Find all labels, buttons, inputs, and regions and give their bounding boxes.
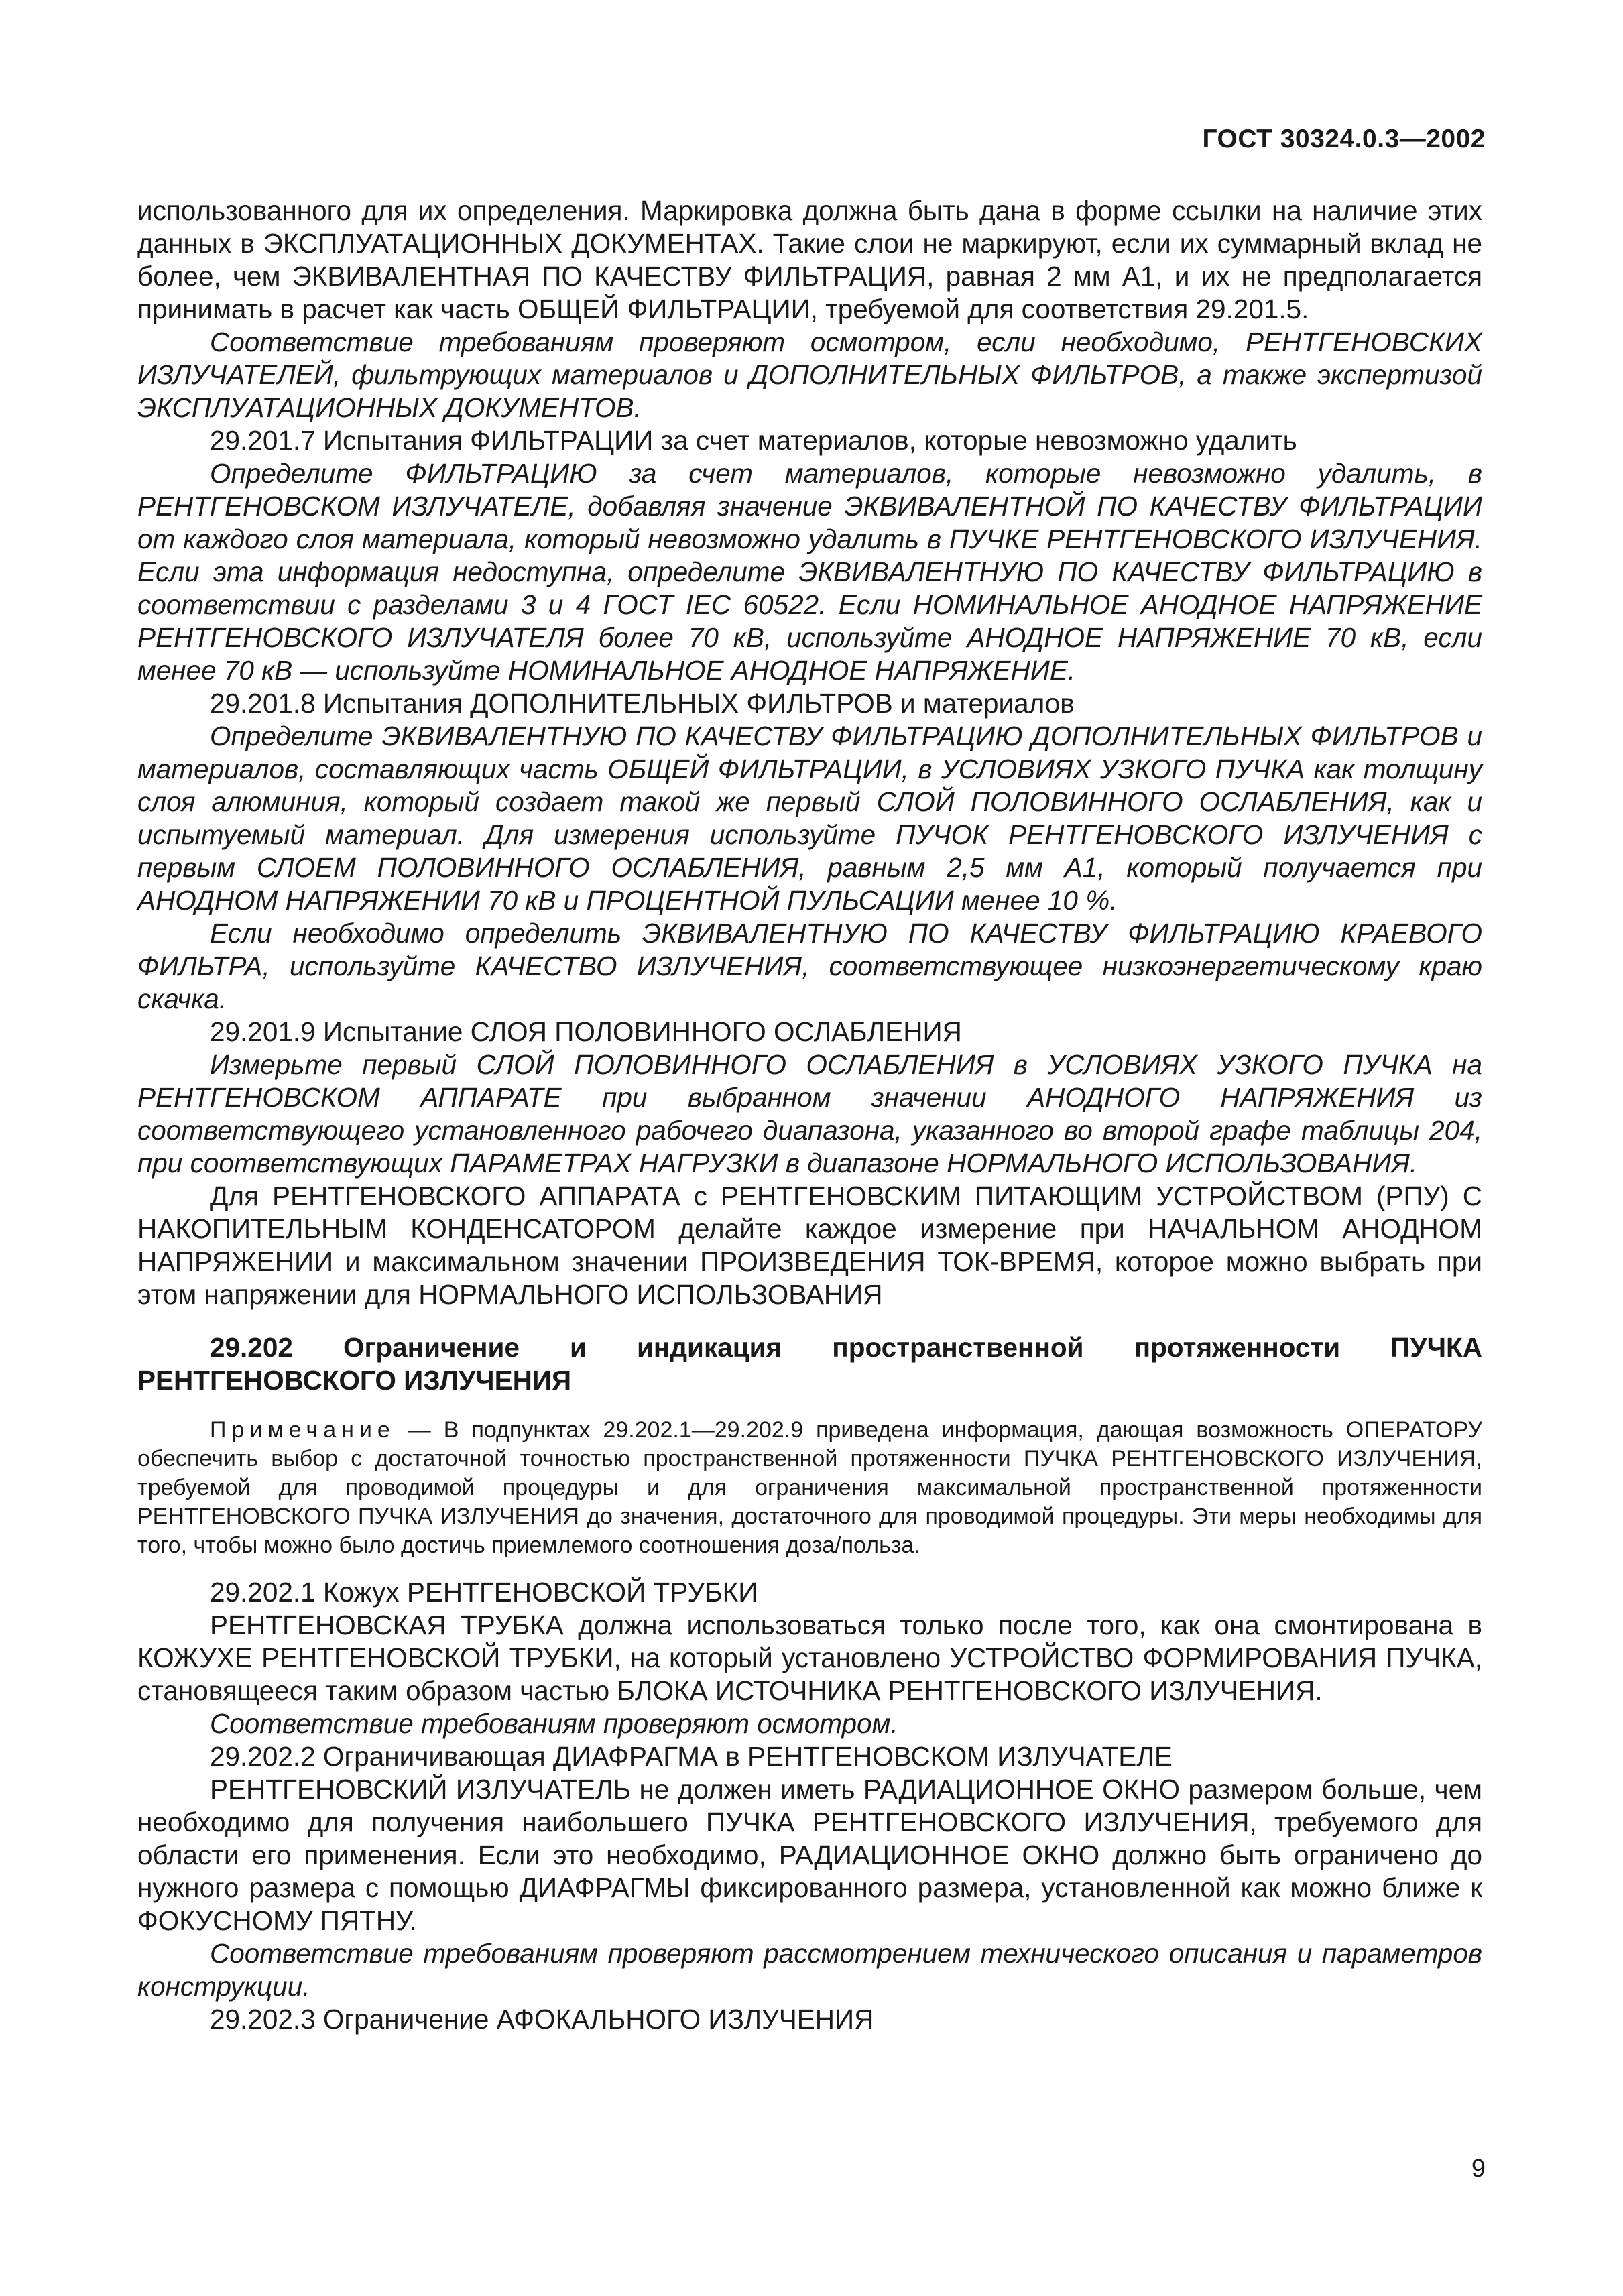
- paragraph: РЕНТГЕНОВСКАЯ ТРУБКА должна использоваться только после того, как она смонтирована в КОЖУХЕ РЕНТГЕНОВСКОЙ ТРУБКИ, на который установлено УСТРОЙСТВО ФОРМИРОВАНИЯ ПУЧКА, становящееся таким образом частью БЛОКА ИСТОЧНИКА РЕНТГЕНОВСКОГО ИЗЛУЧЕНИЯ.: [137, 1610, 1482, 1706]
- subclause-heading: 29.201.9 Испытание СЛОЯ ПОЛОВИННОГО ОСЛАБЛЕНИЯ: [210, 1016, 962, 1047]
- subclause-heading: 29.202.3 Ограничение АФОКАЛЬНОГО ИЗЛУЧЕНИЯ: [210, 2004, 874, 2035]
- subclause-heading: 29.202.2 Ограничивающая ДИАФРАГМА в РЕНТГЕНОВСКОМ ИЗЛУЧАТЕЛЕ: [210, 1741, 1173, 1772]
- test-procedure: Определите ФИЛЬТРАЦИЮ за счет материалов, которые невозможно удалить, в РЕНТГЕНОВСКОМ ИЗЛУЧАТЕЛЕ, добавляя значение ЭКВИВАЛЕНТНОЙ ПО КАЧЕСТВУ ФИЛЬТРАЦИИ от каждого слоя материала, который невозможно удалить в ПУЧКЕ РЕНТГЕНОВСКОГО ИЗЛУЧЕНИЯ. Если эта информация недоступна, определите ЭКВИВАЛЕНТНУЮ ПО КАЧЕСТВУ ФИЛЬТРАЦИЮ в соответствии с разделами 3 и 4 ГОСТ IEC 60522. Если НОМИНАЛЬНОЕ АНОДНОЕ НАПРЯЖЕНИЕ РЕНТГЕНОВСКОГО ИЗЛУЧАТЕЛЯ более 70 кВ, используйте АНОДНОЕ НАПРЯЖЕНИЕ 70 кВ, если менее 70 кВ — используйте НОМИНАЛЬНОЕ АНОДНОЕ НАПРЯЖЕНИЕ.: [137, 458, 1482, 686]
- compliance-note: Соответствие требованиям проверяют рассмотрением технического описания и параметров конструкции.: [137, 1938, 1482, 2002]
- paragraph: Для РЕНТГЕНОВСКОГО АППАРАТА с РЕНТГЕНОВСКИМ ПИТАЮЩИМ УСТРОЙСТВОМ (РПУ) С НАКОПИТЕЛЬНЫМ КОНДЕНСАТОРОМ делайте каждое измерение при НАЧАЛЬНОМ АНОДНОМ НАПРЯЖЕНИИ и максимальном значении ПРОИЗВЕДЕНИЯ ТОК-ВРЕМЯ, которое можно выбрать при этом напряжении для НОРМАЛЬНОГО ИСПОЛЬЗОВАНИЯ: [137, 1181, 1482, 1310]
- subclause-heading: 29.202.1 Кожух РЕНТГЕНОВСКОЙ ТРУБКИ: [210, 1577, 758, 1608]
- note-paragraph: [137, 1416, 1482, 1560]
- compliance-note: Соответствие требованиям проверяют осмотром.: [210, 1708, 898, 1739]
- paragraph: использованного для их определения. Маркировка должна быть дана в форме ссылки на наличие этих данных в ЭКСПЛУАТАЦИОННЫХ ДОКУМЕНТАХ. Такие слои не маркируют, если их суммарный вклад не более, чем ЭКВИВАЛЕНТНАЯ ПО КАЧЕСТВУ ФИЛЬТРАЦИЯ, равная 2 мм А1, и их не предполагается принимать в расчет как часть ОБЩЕЙ ФИЛЬТРАЦИИ, требуемой для соответствия 29.201.5.: [137, 195, 1482, 324]
- test-procedure: Определите ЭКВИВАЛЕНТНУЮ ПО КАЧЕСТВУ ФИЛЬТРАЦИЮ ДОПОЛНИТЕЛЬНЫХ ФИЛЬТРОВ и материалов, составляющих часть ОБЩЕЙ ФИЛЬТРАЦИИ, в УСЛОВИЯХ УЗКОГО ПУЧКА как толщину слоя алюминия, который создает такой же первый СЛОЙ ПОЛОВИННОГО ОСЛАБЛЕНИЯ, как и испытуемый материал. Для измерения используйте ПУЧОК РЕНТГЕНОВСКОГО ИЗЛУЧЕНИЯ с первым СЛОЕМ ПОЛОВИННОГО ОСЛАБЛЕНИЯ, равным 2,5 мм А1, который получается при АНОДНОМ НАПРЯЖЕНИИ 70 кВ и ПРОЦЕНТНОЙ ПУЛЬСАЦИИ менее 10 %.: [137, 721, 1482, 916]
- document-header: ГОСТ 30324.0.3—2002: [1202, 125, 1486, 154]
- document-body: [137, 194, 1482, 2036]
- test-procedure: Если необходимо определить ЭКВИВАЛЕНТНУЮ ПО КАЧЕСТВУ ФИЛЬТРАЦИЮ КРАЕВОГО ФИЛЬТРА, используйте КАЧЕСТВО ИЗЛУЧЕНИЯ, соответствующее низкоэнергетическому краю скачка.: [137, 918, 1482, 1014]
- paragraph: РЕНТГЕНОВСКИЙ ИЗЛУЧАТЕЛЬ не должен иметь РАДИАЦИОННОЕ ОКНО размером больше, чем необходимо для получения наибольшего ПУЧКА РЕНТГЕНОВСКОГО ИЗЛУЧЕНИЯ, требуемого для области его применения. Если это необходимо, РАДИАЦИОННОЕ ОКНО должно быть ограничено до нужного размера с помощью ДИАФРАГМЫ фиксированного размера, установленной как можно ближе к ФОКУСНОМУ ПЯТНУ.: [137, 1774, 1482, 1936]
- compliance-note: Соответствие требованиям проверяют осмотром, если необходимо, РЕНТГЕНОВСКИХ ИЗЛУЧАТЕЛЕЙ, фильтрующих материалов и ДОПОЛНИТЕЛЬНЫХ ФИЛЬТРОВ, а также экспертизой ЭКСПЛУАТАЦИОННЫХ ДОКУМЕНТОВ.: [137, 326, 1482, 423]
- subclause-heading: 29.201.8 Испытания ДОПОЛНИТЕЛЬНЫХ ФИЛЬТРОВ и материалов: [210, 688, 1075, 719]
- test-procedure: Измерьте первый СЛОЙ ПОЛОВИННОГО ОСЛАБЛЕНИЯ в УСЛОВИЯХ УЗКОГО ПУЧКА на РЕНТГЕНОВСКОМ АППАРАТЕ при выбранном значении АНОДНОГО НАПРЯЖЕНИЯ из соответствующего установленного рабочего диапазона, указанного во второй графе таблицы 204, при соответствующих ПАРАМЕТРАХ НАГРУЗКИ в диапазоне НОРМАЛЬНОГО ИСПОЛЬЗОВАНИЯ.: [137, 1049, 1482, 1179]
- note-label: Примечание: [210, 1417, 396, 1443]
- section-heading: 29.202 Ограничение и индикация пространственной протяженности ПУЧКА РЕНТГЕНОВСКОГО ИЗЛУЧЕНИЯ: [137, 1332, 1482, 1396]
- note-text: — В подпунктах 29.202.1—29.202.9 приведена информация, дающая возможность ОПЕРАТОРУ обеспечить выбор с достаточной точностью пространственной протяженности ПУЧКА РЕНТГЕНОВСКОГО ИЗЛУЧЕНИЯ, требуемой для проводимой процедуры и для ограничения максимальной пространственной протяженности РЕНТГЕНОВСКОГО ПУЧКА ИЗЛУЧЕНИЯ до значения, достаточного для проводимой процедуры. Эти меры необходимы для того, чтобы можно было достичь приемлемого соотношения доза/польза.: [137, 1417, 1482, 1558]
- page-number: 9: [1471, 2155, 1486, 2183]
- subclause-heading: 29.201.7 Испытания ФИЛЬТРАЦИИ за счет материалов, которые невозможно удалить: [210, 425, 1297, 456]
